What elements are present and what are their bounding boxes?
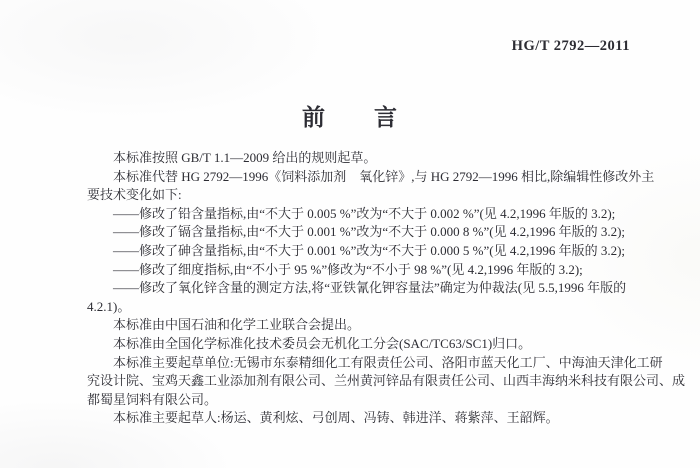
text-line-change-item: ——修改了铅含量指标,由“不大于 0.005 %”改为“不大于 0.002 %”(见 4.2,1996 年版的 3.2); [113,205,616,221]
text-line-drafting-orgs: 究设计院、宝鸡天鑫工业添加剂有限公司、兰州黄河锌品有限责任公司、山西丰海纳米科技有限公司、成 [87,373,686,389]
text-line-proposer: 本标准由中国石油和化学工业联合会提出。 [113,317,361,333]
text-line-drafting-orgs: 本标准主要起草单位:无锡市东泰精细化工有限责任公司、洛阳市蓝天化工厂、中海油天津化工研 [113,354,663,370]
text-line-drafters: 本标准主要起草人:杨运、黄利炫、弓创周、冯铸、韩进洋、蒋紫萍、王韶辉。 [113,410,559,426]
page-title-foreword: 前 言 [302,105,398,130]
text-line-change-item: ——修改了镉含量指标,由“不大于 0.001 %”改为“不大于 0.000 8 %”(见 4.2,1996 年版的 3.2); [113,224,626,240]
foreword-body [87,149,686,428]
text-line: 本标准代替 HG 2792—1996《饲料添加剂 氧化锌》,与 HG 2792—1996 相比,除编辑性修改外主 [113,168,655,184]
text-line-committee: 本标准由全国化学标准化技术委员会无机化工分会(SAC/TC63/SC1)归口。 [113,335,532,351]
text-line: 4.2.1)。 [87,298,131,314]
text-line-change-item: ——修改了氧化锌含量的测定方法,将“亚铁氰化钾容量法”确定为仲裁法(见 5.5,1996 年版的 [113,280,627,296]
standard-code: HG/T 2792—2011 [511,38,630,54]
text-line-change-item: ——修改了砷含量指标,由“不大于 0.001 %”改为“不大于 0.000 5 %”(见 4.2,1996 年版的 3.2); [113,242,626,258]
text-line-drafting-orgs: 都蜀星饲料有限公司。 [87,391,218,407]
text-line: 本标准按照 GB/T 1.1—2009 给出的规则起草。 [113,150,377,165]
text-line: 要技术变化如下: [87,187,182,203]
text-line-change-item: ——修改了细度指标,由“不小于 95 %”修改为“不小于 98 %”(见 4.2,1996 年版的 3.2); [113,261,583,277]
